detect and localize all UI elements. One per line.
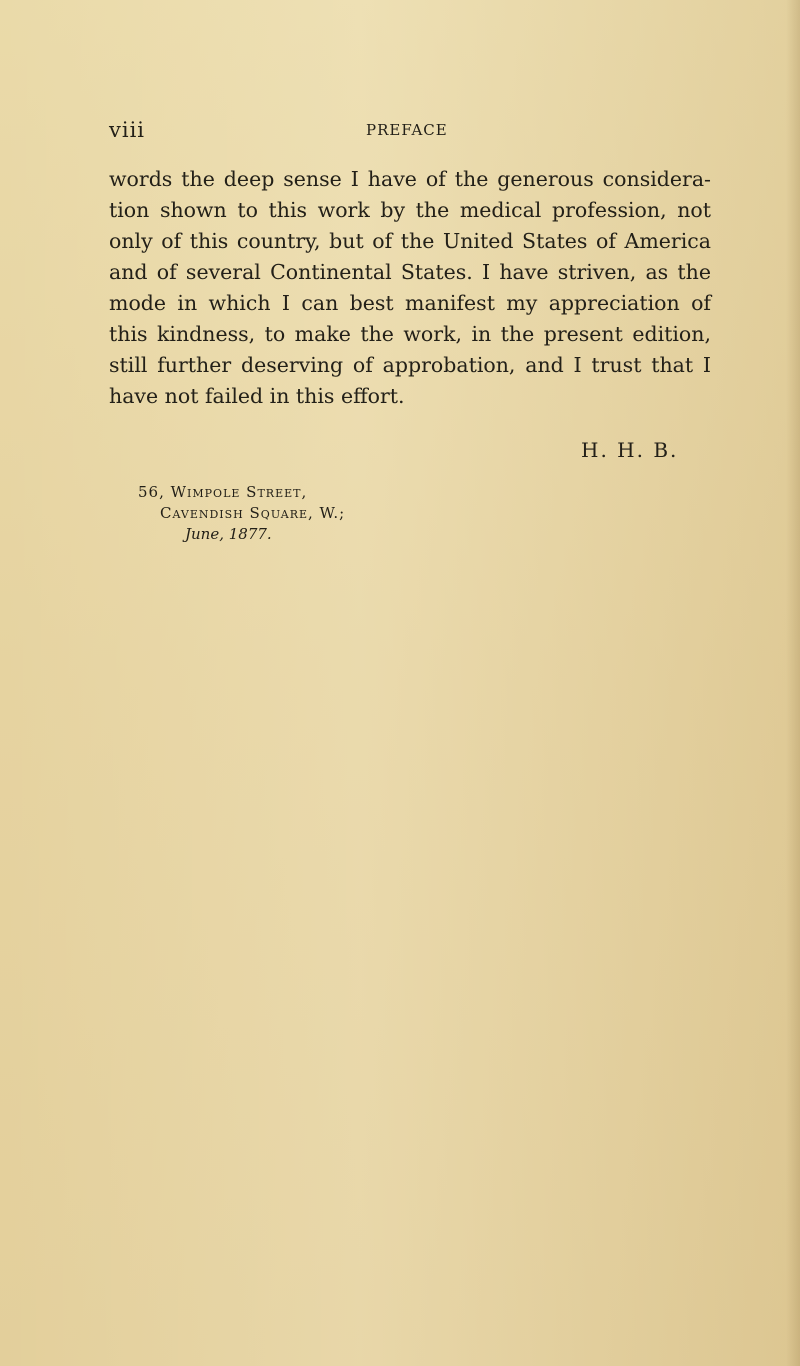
text-line: words the deep sense I have of the generous considera-	[109, 167, 711, 191]
text-line: and of several Continental States. I have striven, as the	[109, 260, 711, 284]
text-line: tion shown to this work by the medical profession, not	[109, 198, 711, 222]
text-line: this kindness, to make the work, in the present edition,	[109, 322, 711, 346]
address-date: June, 1877.	[185, 525, 272, 543]
page-number: viii	[109, 118, 146, 142]
author-initials: H. H. B.	[581, 438, 679, 462]
text-line: only of this country, but of the United States of America	[109, 229, 711, 253]
preface-text	[109, 164, 711, 412]
text-line: have not failed in this effort.	[109, 384, 405, 408]
address-square: Cavendish Square, W.;	[160, 504, 346, 522]
running-header: PREFACE	[366, 121, 448, 139]
address-block	[138, 482, 345, 545]
address-street: 56, Wimpole Street,	[138, 483, 308, 501]
page-edge-shadow	[786, 0, 800, 1366]
text-line: mode in which I can best manifest my appreciation of	[109, 291, 711, 315]
text-line: still further deserving of approbation, and I trust that I	[109, 353, 711, 377]
